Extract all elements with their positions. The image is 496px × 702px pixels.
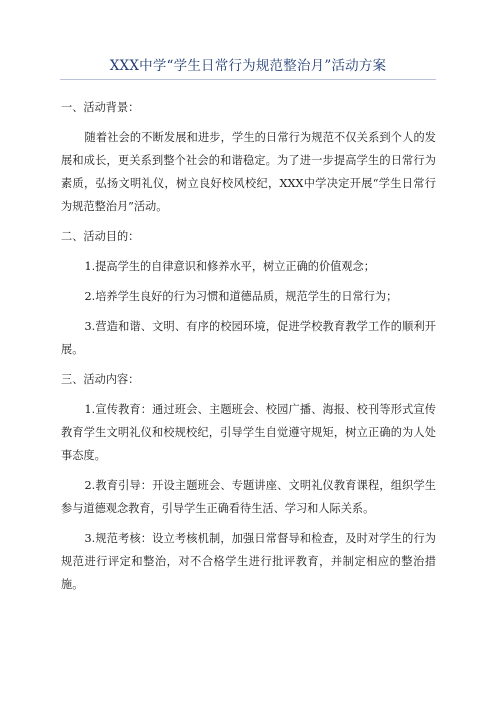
- paragraph-content-1: 1.宣传教育：通过班会、主题班会、校园广播、海报、校刊等形式宣传教育学生文明礼仪和校规校纪，引导学生自觉遵守规矩，树立正确的为人处事态度。: [61, 403, 436, 462]
- paragraph-purpose-1: 1.提高学生的自律意识和修养水平，树立正确的价值观念；: [84, 260, 375, 273]
- paragraph-background: 随着社会的不断发展和进步，学生的日常行为规范不仅关系到个人的发展和成长，更关系到整个社会的和谐稳定。为了进一步提高学生的日常行为素质，弘扬文明礼仪，树立良好校风校纪，XXX中学决定开展“学生日常行为规范整治月”活动。: [61, 131, 436, 213]
- document-title: XXX中学“学生日常行为规范整治月”活动方案: [109, 58, 387, 74]
- section-heading-background: 一、活动背景：: [61, 101, 140, 114]
- document-body: [61, 96, 436, 603]
- section-heading-purpose: 二、活动目的：: [61, 230, 140, 243]
- paragraph-content-3: 3.规范考核：设立考核机制，加强日常督导和检查，及时对学生的行为规范进行评定和整治，对不合格学生进行批评教育，并制定相应的整治措施。: [61, 532, 436, 591]
- paragraph-content-2: 2.教育引导：开设主题班会、专题讲座、文明礼仪教育课程，组织学生参与道德观念教育，引导学生正确看待生活、学习和人际关系。: [61, 479, 436, 515]
- paragraph-purpose-2: 2.培养学生良好的行为习惯和道德品质，规范学生的日常行为；: [84, 290, 398, 303]
- title-underline: [60, 79, 436, 80]
- paragraph-purpose-3: 3.营造和谐、文明、有序的校园环境，促进学校教育教学工作的顺利开展。: [61, 320, 436, 356]
- section-heading-content: 三、活动内容：: [61, 373, 140, 386]
